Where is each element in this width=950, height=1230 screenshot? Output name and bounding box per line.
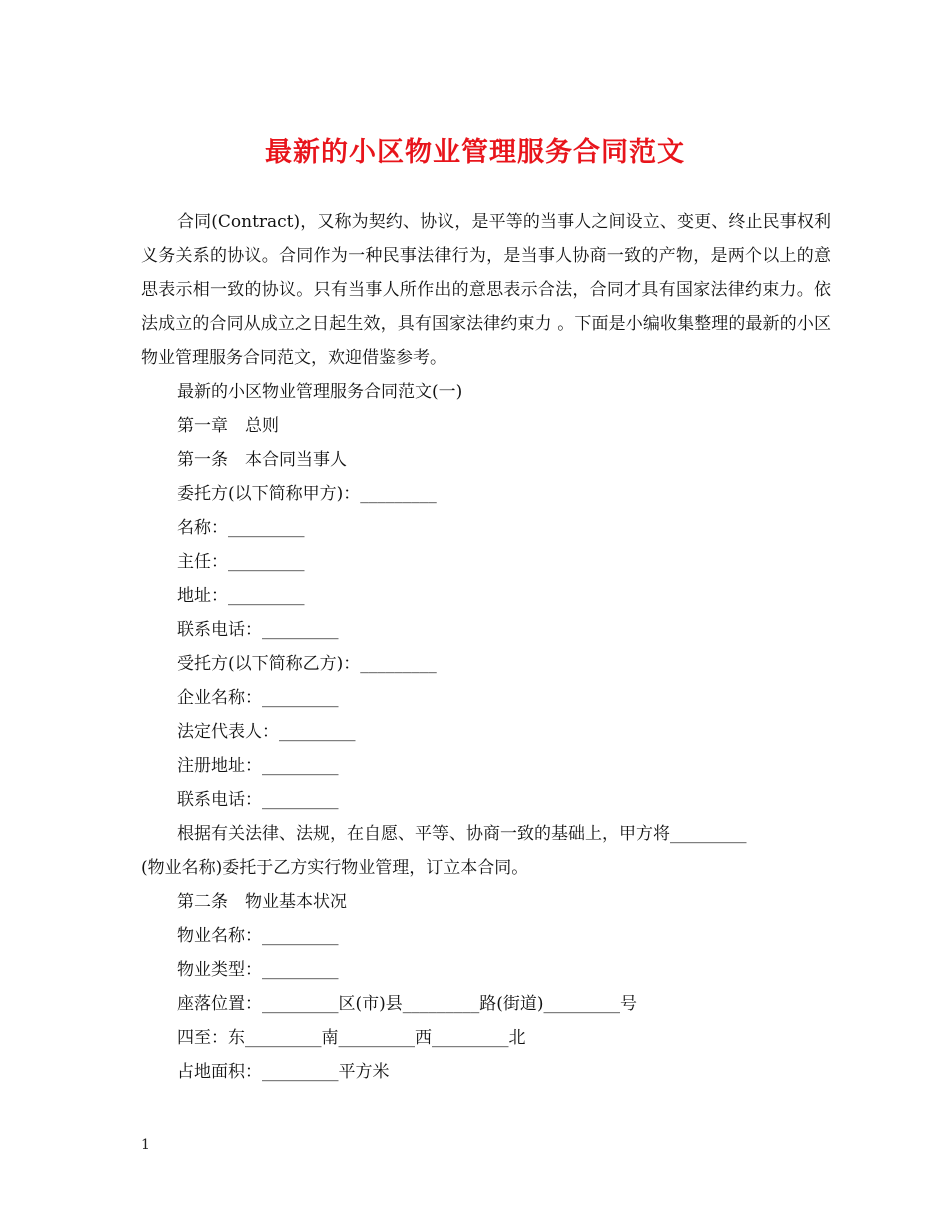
form-line: 联系电话：_________ [177, 790, 339, 810]
document-body [141, 205, 831, 1089]
form-line: 法定代表人：_________ [177, 722, 356, 742]
article-heading: 第一条 本合同当事人 [177, 450, 347, 470]
form-line: 座落位置：_________区(市)县_________路(街道)_________号 [177, 994, 638, 1014]
form-line: 占地面积：_________平方米 [177, 1062, 390, 1082]
form-line: 联系电话：_________ [177, 620, 339, 640]
section-heading: 最新的小区物业管理服务合同范文(一) [177, 382, 463, 402]
form-line: 注册地址：_________ [177, 756, 339, 776]
form-line: 名称：_________ [177, 518, 305, 538]
form-line: 受托方(以下简称乙方)：_________ [177, 654, 437, 674]
agreement-line-2: (物业名称)委托于乙方实行物业管理，订立本合同。 [141, 858, 529, 878]
form-line: 物业类型：_________ [177, 960, 339, 980]
form-line: 企业名称：_________ [177, 688, 339, 708]
page-number: 1 [141, 1137, 150, 1153]
form-line: 物业名称：_________ [177, 926, 339, 946]
article-heading: 第二条 物业基本状况 [177, 892, 347, 912]
intro-paragraph: 合同(Contract)，又称为契约、协议，是平等的当事人之间设立、变更、终止民事权利义务关系的协议。合同作为一种民事法律行为，是当事人协商一致的产物，是两个以上的意思表示相一致的协议。只有当事人所作出的意思表示合法，合同才具有国家法律约束力。依法成立的合同从成立之日起生效，具有国家法律约束力 。下面是小编收集整理的最新的小区物业管理服务合同范文，欢迎借鉴参考。 [141, 212, 831, 368]
form-line: 委托方(以下简称甲方)：_________ [177, 484, 437, 504]
form-line: 主任：_________ [177, 552, 305, 572]
chapter-heading: 第一章 总则 [177, 416, 279, 436]
form-line: 地址：_________ [177, 586, 305, 606]
document-title: 最新的小区物业管理服务合同范文 [265, 137, 685, 168]
agreement-line-1: 根据有关法律、法规，在自愿、平等、协商一致的基础上，甲方将_________ [177, 824, 747, 844]
form-line: 四至：东_________南_________西_________北 [177, 1028, 526, 1048]
